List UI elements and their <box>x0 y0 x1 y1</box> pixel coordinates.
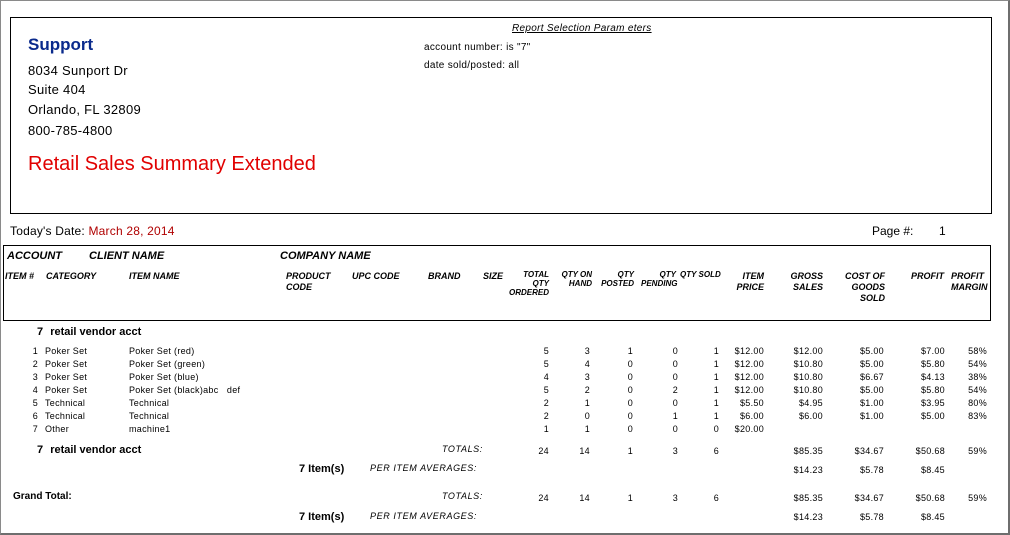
row-cell-num: 6 <box>32 411 38 421</box>
col-account: ACCOUNT <box>7 250 62 262</box>
row-cell-sold: 1 <box>713 385 719 395</box>
row-cell-price: $12.00 <box>734 359 764 369</box>
row-cell-item: machine1 <box>129 424 171 434</box>
page-label: Page #: <box>872 224 914 238</box>
row-cell-posted: 0 <box>627 385 633 395</box>
row-cell-posted: 0 <box>627 372 633 382</box>
col-cost-of-goods: COST OF GOODS SOLD <box>845 271 885 303</box>
grand-total-label: Grand Total: <box>13 491 72 502</box>
phone-number: 800-785-4800 <box>28 123 113 138</box>
row-cell-num: 3 <box>32 372 38 382</box>
grand-total-pending: 3 <box>672 493 678 503</box>
row-cell-margin: 54% <box>968 359 987 369</box>
grand-total-margin: 59% <box>968 493 987 503</box>
row-cell-price: $5.50 <box>739 398 764 408</box>
row-cell-category: Other <box>45 424 70 434</box>
row-cell-pending: 0 <box>672 398 678 408</box>
row-cell-num: 2 <box>32 359 38 369</box>
todays-date-label: Today's Date: <box>10 224 85 238</box>
row-cell-total: 2 <box>543 398 549 408</box>
col-qty-on-hand: QTY ON HAND <box>561 270 592 288</box>
grand-total-sold: 6 <box>713 493 719 503</box>
row-cell-margin: 83% <box>968 411 987 421</box>
row-cell-posted: 0 <box>627 359 633 369</box>
group-total-qty: 24 <box>538 446 549 456</box>
col-client-name: CLIENT NAME <box>89 250 165 262</box>
row-cell-cogs: $5.00 <box>859 346 884 356</box>
group-account: 7 <box>37 326 44 338</box>
row-cell-total: 4 <box>543 372 549 382</box>
row-cell-total: 1 <box>543 424 549 434</box>
row-cell-posted: 0 <box>627 424 633 434</box>
report-title: Retail Sales Summary Extended <box>28 153 316 175</box>
row-cell-margin: 80% <box>968 398 987 408</box>
row-cell-category: Poker Set <box>45 359 88 369</box>
page-number: 1 <box>939 224 946 238</box>
row-cell-pending: 0 <box>672 424 678 434</box>
selection-params-title: Report Selection Param eters <box>512 23 652 34</box>
row-cell-price: $20.00 <box>734 424 764 434</box>
row-cell-total: 5 <box>543 385 549 395</box>
col-qty-pending: QTY PENDING <box>641 270 678 288</box>
row-cell-posted: 0 <box>627 411 633 421</box>
company-name: Support <box>28 35 94 54</box>
row-cell-cogs: $1.00 <box>859 398 884 408</box>
row-cell-posted: 0 <box>627 398 633 408</box>
row-cell-item: Technical <box>129 398 170 408</box>
row-cell-num: 4 <box>32 385 38 395</box>
row-cell-gross: $10.80 <box>793 385 823 395</box>
row-cell-pending: 0 <box>672 372 678 382</box>
param-date: date sold/posted: all <box>424 60 520 71</box>
row-cell-price: $12.00 <box>734 372 764 382</box>
row-cell-sold: 1 <box>713 411 719 421</box>
group-averages-label: PER ITEM AVERAGES: <box>370 463 477 473</box>
row-cell-on-hand: 0 <box>584 411 590 421</box>
row-cell-sold: 1 <box>713 398 719 408</box>
grand-total-cogs: $34.67 <box>854 493 884 503</box>
address-line-2: Suite 404 <box>28 82 86 97</box>
grand-averages-label: PER ITEM AVERAGES: <box>370 511 477 521</box>
col-total-qty: TOTAL QTY ORDERED <box>508 270 549 297</box>
group-total-on-hand: 14 <box>579 446 590 456</box>
row-cell-total: 2 <box>543 411 549 421</box>
grand-items-count: 7 Item(s) <box>299 511 345 523</box>
row-cell-category: Poker Set <box>45 346 88 356</box>
row-cell-margin: 58% <box>968 346 987 356</box>
group-total-margin: 59% <box>968 446 987 456</box>
row-cell-on-hand: 2 <box>584 385 590 395</box>
col-profit-margin: PROFIT MARGIN <box>951 271 988 292</box>
row-cell-item: Poker Set (red) <box>129 346 195 356</box>
grand-total-qty: 24 <box>538 493 549 503</box>
row-cell-item: Technical <box>129 411 170 421</box>
group-total-profit: $50.68 <box>915 446 945 456</box>
col-category: CATEGORY <box>46 271 97 281</box>
group-footer-name: retail vendor acct <box>50 444 142 456</box>
row-cell-cogs: $6.67 <box>859 372 884 382</box>
grand-avg-cogs: $5.78 <box>859 512 884 522</box>
col-item-num: ITEM # <box>5 271 35 281</box>
row-cell-item: Poker Set (green) <box>129 359 206 369</box>
row-cell-gross: $6.00 <box>798 411 823 421</box>
row-cell-price: $12.00 <box>734 385 764 395</box>
grand-avg-profit: $8.45 <box>920 512 945 522</box>
grand-totals-label: TOTALS: <box>442 491 483 501</box>
row-cell-on-hand: 1 <box>584 424 590 434</box>
row-cell-item: Poker Set (black)abc def <box>129 385 241 395</box>
row-cell-profit: $5.80 <box>920 359 945 369</box>
param-account: account number: is "7" <box>424 42 531 53</box>
col-qty-sold: QTY SOLD <box>680 270 721 279</box>
row-cell-sold: 1 <box>713 346 719 356</box>
grand-avg-gross: $14.23 <box>793 512 823 522</box>
row-cell-pending: 1 <box>672 411 678 421</box>
row-cell-profit: $5.00 <box>920 411 945 421</box>
group-footer-heading <box>37 444 141 456</box>
row-cell-profit: $3.95 <box>920 398 945 408</box>
row-cell-profit: $4.13 <box>920 372 945 382</box>
row-cell-on-hand: 1 <box>584 398 590 408</box>
row-cell-category: Poker Set <box>45 385 88 395</box>
row-cell-cogs: $1.00 <box>859 411 884 421</box>
group-items-count: 7 Item(s) <box>299 463 345 475</box>
row-cell-on-hand: 3 <box>584 346 590 356</box>
col-product-code: PRODUCT CODE <box>286 271 331 292</box>
row-cell-item: Poker Set (blue) <box>129 372 199 382</box>
row-cell-price: $12.00 <box>734 346 764 356</box>
col-size: SIZE <box>483 271 504 281</box>
col-gross-sales: GROSS SALES <box>790 271 823 292</box>
group-avg-gross: $14.23 <box>793 465 823 475</box>
row-cell-on-hand: 3 <box>584 372 590 382</box>
group-name: retail vendor acct <box>50 326 142 338</box>
address-line-3: Orlando, FL 32809 <box>28 102 142 117</box>
row-cell-category: Technical <box>45 411 86 421</box>
grand-total-posted: 1 <box>627 493 633 503</box>
grand-total-on-hand: 14 <box>579 493 590 503</box>
todays-date-value: March 28, 2014 <box>88 224 175 238</box>
row-cell-cogs: $5.00 <box>859 385 884 395</box>
row-cell-total: 5 <box>543 359 549 369</box>
row-cell-pending: 2 <box>672 385 678 395</box>
col-item-price: ITEM PRICE <box>736 271 764 292</box>
row-cell-pending: 0 <box>672 346 678 356</box>
row-cell-gross: $4.95 <box>798 398 823 408</box>
col-qty-posted: QTY POSTED <box>601 270 634 288</box>
row-cell-category: Poker Set <box>45 372 88 382</box>
group-total-cogs: $34.67 <box>854 446 884 456</box>
col-upc-code: UPC CODE <box>352 271 400 281</box>
row-cell-price: $6.00 <box>739 411 764 421</box>
row-cell-num: 7 <box>32 424 38 434</box>
col-brand: BRAND <box>428 271 461 281</box>
row-cell-profit: $5.80 <box>920 385 945 395</box>
col-profit: PROFIT <box>911 271 944 281</box>
group-total-posted: 1 <box>627 446 633 456</box>
group-totals-label: TOTALS: <box>442 444 483 454</box>
group-avg-profit: $8.45 <box>920 465 945 475</box>
group-total-gross: $85.35 <box>793 446 823 456</box>
row-cell-cogs: $5.00 <box>859 359 884 369</box>
row-cell-sold: 0 <box>713 424 719 434</box>
row-cell-sold: 1 <box>713 359 719 369</box>
group-footer-account: 7 <box>37 444 44 456</box>
row-cell-profit: $7.00 <box>920 346 945 356</box>
row-cell-gross: $12.00 <box>793 346 823 356</box>
row-cell-margin: 54% <box>968 385 987 395</box>
row-cell-gross: $10.80 <box>793 359 823 369</box>
col-company-name: COMPANY NAME <box>280 250 371 262</box>
row-cell-on-hand: 4 <box>584 359 590 369</box>
row-cell-gross: $10.80 <box>793 372 823 382</box>
row-cell-posted: 1 <box>627 346 633 356</box>
row-cell-total: 5 <box>543 346 549 356</box>
grand-total-gross: $85.35 <box>793 493 823 503</box>
row-cell-num: 1 <box>32 346 38 356</box>
group-avg-cogs: $5.78 <box>859 465 884 475</box>
group-total-sold: 6 <box>713 446 719 456</box>
group-total-pending: 3 <box>672 446 678 456</box>
group-heading <box>37 326 141 338</box>
grand-total-profit: $50.68 <box>915 493 945 503</box>
row-cell-num: 5 <box>32 398 38 408</box>
row-cell-sold: 1 <box>713 372 719 382</box>
address-line-1: 8034 Sunport Dr <box>28 63 128 78</box>
row-cell-pending: 0 <box>672 359 678 369</box>
row-cell-category: Technical <box>45 398 86 408</box>
col-item-name: ITEM NAME <box>129 271 180 281</box>
todays-date <box>10 224 175 238</box>
row-cell-margin: 38% <box>968 372 987 382</box>
